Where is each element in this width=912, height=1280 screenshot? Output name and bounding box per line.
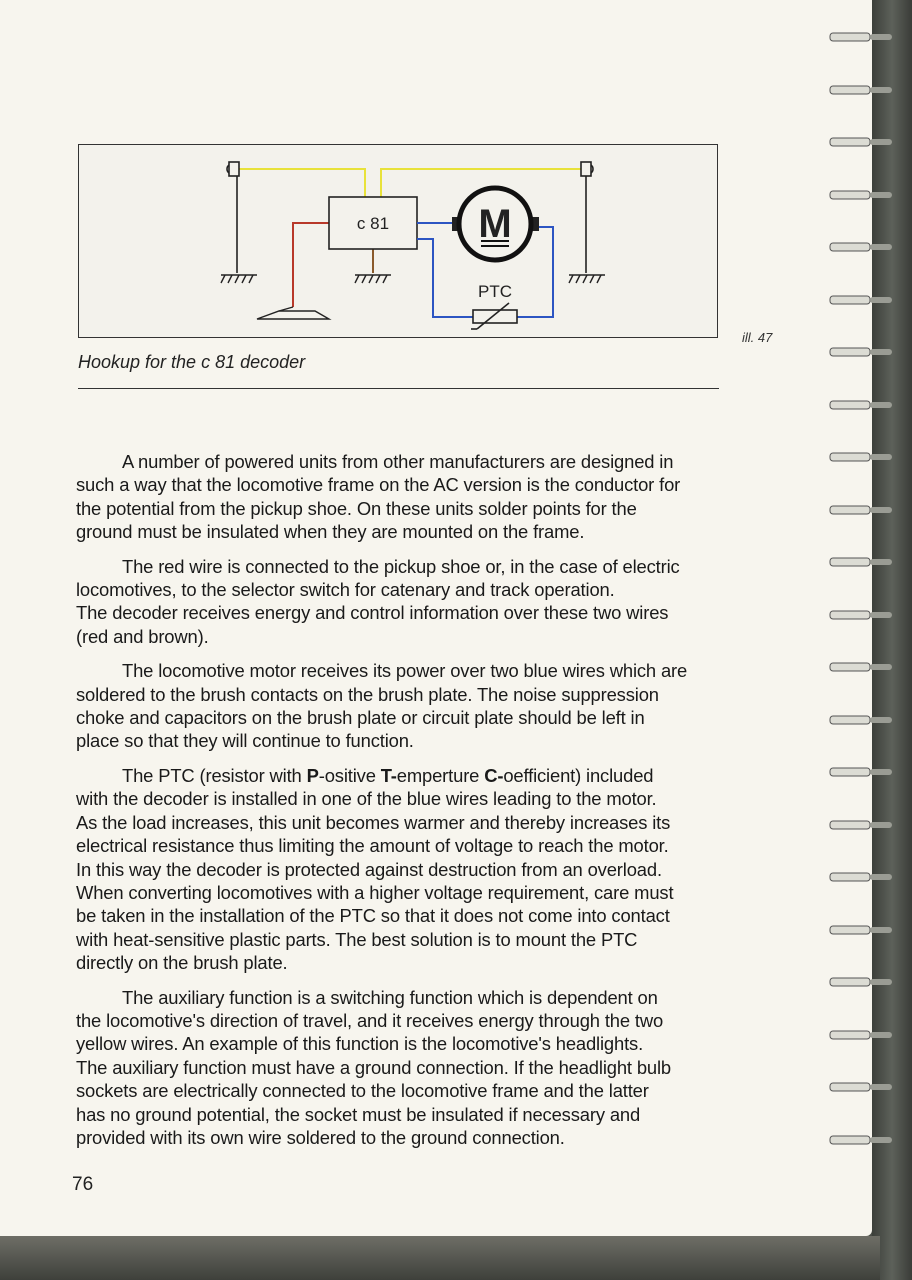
text-line: directly on the brush plate.: [76, 952, 288, 974]
text-line: yellow wires. An example of this function is the locomotive's headlights.: [76, 1033, 644, 1055]
ground-symbol-decoder: [355, 275, 391, 283]
binding-coil: [826, 1026, 898, 1044]
text-line: A number of powered units from other manufacturers are designed in: [122, 451, 674, 472]
text-line: the locomotive's direction of travel, and it receives energy through the two: [76, 1009, 664, 1031]
text-line: The auxiliary function is a switching function which is dependent on: [122, 986, 658, 1008]
red-wire: [293, 223, 329, 307]
binding-coil: [826, 606, 898, 624]
text-line: place so that they will continue to function.: [76, 730, 414, 752]
paragraph-red-wire: [76, 555, 728, 649]
text-line: The locomotive motor receives its power over two blue wires which are: [122, 660, 688, 682]
text-line: (red and brown).: [76, 625, 209, 647]
body-text: [76, 450, 728, 1160]
text-line: The auxiliary function must have a ground connection. If the headlight bulb: [76, 1056, 672, 1078]
binding-coil: [826, 1131, 898, 1149]
right-headlight-icon: [581, 162, 593, 273]
page-number: 76: [72, 1174, 94, 1195]
binding-coil: [826, 921, 898, 939]
text-line: with the decoder is installed in one of the blue wires leading to the motor.: [76, 788, 657, 810]
binding-coil: [826, 343, 898, 361]
text-line: The red wire is connected to the pickup shoe or, in the case of electric: [122, 555, 680, 577]
text-line: provided with its own wire soldered to the ground connection.: [76, 1126, 565, 1148]
wiring-diagram-svg: [79, 145, 719, 339]
ptc-label: PTC: [478, 282, 512, 301]
paragraph-motor: [76, 659, 728, 753]
binding-coil: [826, 501, 898, 519]
text-line: When converting locomotives with a higher voltage requirement, care must: [76, 881, 674, 903]
text-line: The decoder receives energy and control information over these two wires: [76, 602, 669, 624]
text-line: soldered to the brush contacts on the brush plate. The noise suppression: [76, 683, 659, 705]
illustration-number: ill. 47: [742, 330, 773, 345]
binding-coil: [826, 291, 898, 309]
text-line: locomotives, to the selector switch for catenary and track operation.: [76, 579, 615, 601]
paragraph-pickup-shoe: [76, 450, 728, 544]
text-line: with heat-sensitive plastic parts. The best solution is to mount the PTC: [76, 928, 638, 950]
page-shadow: [0, 1236, 880, 1280]
text-line: ground must be insulated when they are mounted on the frame.: [76, 521, 585, 543]
binding-coil: [826, 448, 898, 466]
text-line: In this way the decoder is protected against destruction from an overload.: [76, 858, 662, 880]
decoder-label: c 81: [356, 214, 390, 233]
binding-coil: [826, 711, 898, 729]
binding-coil: [826, 133, 898, 151]
binding-coil: [826, 763, 898, 781]
ground-symbol-left: [221, 275, 257, 283]
text-line: electrical resistance thus limiting the amount of voltage to reach the motor.: [76, 835, 669, 857]
binding-coil: [826, 1078, 898, 1096]
binding-coil: [826, 28, 898, 46]
caption-divider: [78, 388, 719, 389]
paragraph-auxiliary: [76, 986, 728, 1150]
figure-caption: Hookup for the c 81 decoder: [78, 352, 306, 372]
text-line: sockets are electrically connected to the locomotive frame and the latter: [76, 1080, 649, 1102]
binding-coil: [826, 868, 898, 886]
binding-coil: [826, 973, 898, 991]
left-headlight-icon: [227, 162, 239, 273]
text-line: As the load increases, this unit becomes warmer and thereby increases its: [76, 811, 671, 833]
text-line: such a way that the locomotive frame on the AC version is the conductor for: [76, 474, 681, 496]
ptc-intro-line: The PTC (resistor with P-ositive T-emperture C-oefficient) included: [122, 764, 654, 786]
wiring-diagram: [78, 144, 718, 338]
ptc-resistor-icon: [471, 303, 517, 329]
binding-coil: [826, 658, 898, 676]
binding-coil: [826, 186, 898, 204]
text-line: has no ground potential, the socket must be insulated if necessary and: [76, 1103, 641, 1125]
ground-symbol-right: [569, 275, 605, 283]
binding-coil: [826, 396, 898, 414]
text-line: choke and capacitors on the brush plate or circuit plate should be left in: [76, 707, 645, 729]
binding-coil: [826, 816, 898, 834]
paragraph-ptc: [76, 764, 728, 975]
binding-coil: [826, 553, 898, 571]
text-line: the potential from the pickup shoe. On these units solder points for the: [76, 497, 637, 519]
motor-label: M: [478, 202, 512, 246]
binding-coil: [826, 81, 898, 99]
blue-wire-ptc-left: [417, 239, 473, 317]
text-line: be taken in the installation of the PTC so that it does not come into contact: [76, 905, 670, 927]
yellow-wire-left: [239, 169, 365, 197]
pickup-shoe-icon: [257, 307, 329, 319]
binding-coil: [826, 238, 898, 256]
